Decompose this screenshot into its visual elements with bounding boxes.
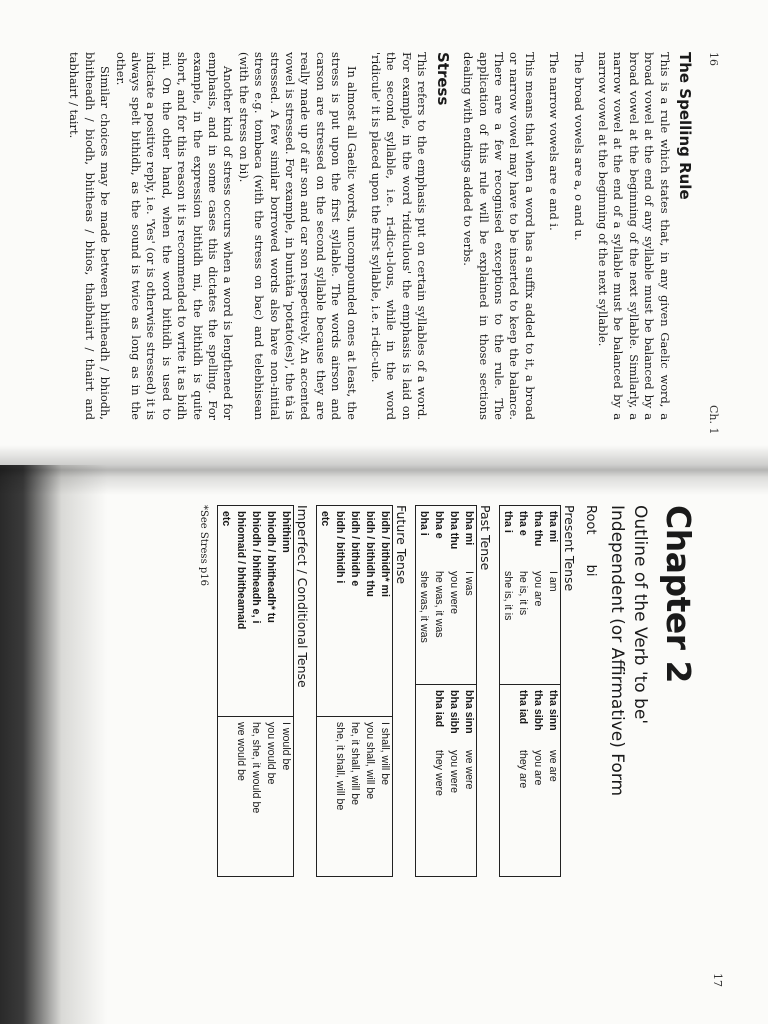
table-cell: you would be: [263, 717, 278, 877]
table-cell: [500, 685, 516, 746]
table-cell: we are: [547, 750, 559, 782]
table-cell: bhithinn: [280, 511, 292, 553]
table-cell: bha thu: [448, 511, 460, 550]
table-row: [347, 506, 362, 877]
table-cell: he, it shall, will be: [347, 717, 362, 877]
table-cell: you were: [448, 571, 460, 614]
table-row: [263, 506, 278, 877]
stress-paragraph: Another kind of stress occurs when a word is lengthened for emphasis, and in some cases this dictates the spelling. For example, in the expression bithidh mi, the bithidh is quite short, and for this reason it is recommended to write it as bidh mi. On the other hand, when the word bithidh is used to indicate a positive reply, i.e. 'Yes' (or is otherwise stressed) it is always spelt bithidh, as the sound is twice as long as in the other.: [113, 52, 236, 420]
spelling-rule-heading: The Spelling Rule: [676, 52, 694, 200]
table-cell: [416, 685, 432, 746]
table-cell: bha sibh: [446, 685, 461, 746]
root-label: Root: [583, 505, 598, 535]
spelling-paragraph: This means that when a word has a suffix added to it, a broad or narrow vowel may have to be inserted to keep the balance. There are a few recognised exceptions to the rule. The application of this rule will be explained in those sections dealing with endings added to verbs.: [461, 52, 537, 420]
present-tense-heading: Present Tense: [562, 505, 577, 592]
table-cell: bidh / bithidh* mi: [379, 511, 391, 597]
table-cell: she, it shall, will be: [332, 717, 347, 877]
table-cell: bha mi: [463, 511, 475, 546]
table-row: [416, 506, 432, 877]
table-cell: you are: [532, 750, 544, 786]
past-tense-table: [415, 505, 477, 877]
table-cell: we would be: [233, 717, 248, 877]
table-row: [530, 506, 545, 877]
table-row: [446, 506, 461, 877]
table-row: [332, 506, 347, 877]
table-cell: bha e: [433, 511, 445, 539]
stress-paragraph: In almost all Gaelic words, uncompounded ones at least, the stress is put upon the first syllable. The words airson and carson are stressed on the second syllable because they are really made up of air son and car son respectively. An accented vowel is stressed. For example, in buntàta 'potato(es)', the tà is stressed. A few similar borrowed words also have non-initial stress e.g. tombaca (with the stress on bac) and telebhisean (with the stress on bi).: [236, 52, 359, 420]
form-subtitle: Independent (or Affirmative) Form: [607, 505, 627, 797]
table-row: [431, 506, 446, 877]
table-cell: bha iad: [431, 685, 446, 746]
broad-vowels-line: The broad vowels are a, o and u.: [571, 52, 586, 241]
table-row: [362, 506, 377, 877]
left-page: [0, 0, 768, 465]
table-cell: I shall, will be: [377, 717, 393, 877]
table-cell: I was: [463, 571, 475, 596]
table-cell: [416, 745, 432, 877]
table-cell: bidh / bithidh i: [334, 511, 346, 584]
chapter-heading: Chapter 2: [659, 505, 698, 683]
table-cell: tha mi: [547, 511, 559, 543]
table-row: [500, 506, 516, 877]
page-number-right: 17: [711, 973, 724, 987]
table-row: [461, 506, 477, 877]
table-cell: bha i: [418, 511, 430, 536]
table-cell: they were: [433, 750, 445, 796]
future-tense-heading: Future Tense: [394, 505, 409, 585]
stress-paragraph: This refers to the emphasis put on certain syllables of a word. For example, in the word 'ridiculous' the emphasis is laid on the second syllable, i.e. ri-dic-u-lous, while in the word 'ridicule' it is placed upon the first syllable, i.e. ri-dic-ule.: [369, 52, 430, 420]
table-cell: tha thu: [532, 511, 544, 547]
footnote: *See Stress p16: [198, 505, 209, 587]
table-row: [218, 506, 234, 877]
present-tense-table: [499, 505, 561, 877]
right-page-body: [198, 505, 698, 995]
table-cell: tha sibh: [530, 685, 545, 746]
table-cell: etc: [220, 511, 232, 527]
left-page-body: [66, 52, 692, 420]
table-cell: etc: [319, 511, 331, 527]
table-cell: tha i: [502, 511, 514, 533]
table-cell: bhiodh / bhitheadh* tu: [265, 511, 277, 623]
table-cell: they are: [517, 750, 529, 789]
table-row: [278, 506, 294, 877]
imperfect-conditional-table: [217, 505, 294, 877]
table-cell: bhiomaid / bhitheamaid: [235, 511, 247, 630]
table-cell: you shall, will be: [362, 717, 377, 877]
table-cell: she was, it was: [418, 571, 430, 643]
table-cell: tha sinn: [545, 685, 561, 746]
past-tense-heading: Past Tense: [478, 505, 493, 571]
running-head: Ch. 1: [707, 405, 720, 435]
root-line: [583, 505, 598, 995]
table-cell: [500, 745, 516, 877]
table-cell: [317, 717, 333, 877]
page-number-left: 16: [707, 52, 720, 66]
table-cell: tha iad: [515, 685, 530, 746]
spelling-paragraph: This is a rule which states that, in any given Gaelic word, a broad vowel at the end of any syllable must be balanced by a broad vowel at the beginning of the next syllable. Similarly, a narrow vowel at the end of a syllable must be balanced by a narrow vowel at the beginning of the next syllable.: [595, 52, 672, 420]
table-cell: bidh / bithidh e: [349, 511, 361, 587]
table-row: [233, 506, 248, 877]
table-cell: tha e: [517, 511, 529, 536]
right-page: [0, 465, 768, 1024]
root-value: bi: [583, 564, 598, 577]
table-row: [317, 506, 333, 877]
table-cell: he is, it is: [517, 571, 529, 616]
table-cell: he, she, it would be: [248, 717, 263, 877]
table-cell: she is, it is: [502, 571, 514, 621]
table-row: [545, 506, 561, 877]
table-cell: I would be: [278, 717, 294, 877]
imperfect-conditional-heading: Imperfect / Conditional Tense: [295, 505, 310, 688]
table-cell: bhiodh / bhitheadh e, i: [250, 511, 262, 624]
table-cell: bha sinn: [461, 685, 477, 746]
table-row: [515, 506, 530, 877]
narrow-vowels-line: The narrow vowels are e and i.: [547, 52, 562, 231]
table-cell: he was, it was: [433, 571, 445, 638]
table-row: [248, 506, 263, 877]
table-cell: you were: [448, 750, 460, 793]
book-gutter-shadow: [0, 445, 768, 495]
table-row: [377, 506, 393, 877]
stress-heading: Stress: [433, 52, 452, 106]
table-cell: [218, 717, 234, 877]
future-tense-table: [316, 505, 393, 877]
stress-paragraph: Similar choices may be made between bhitheadh / bhiodh, bhitheadh / biodh, bhitheas / bhios, thaibhairt / thairt and tabhairt / tairt.: [67, 52, 113, 420]
table-cell: bidh / bithidh thu: [364, 511, 376, 597]
verb-outline-title: Outline of the Verb 'to be': [630, 505, 650, 725]
table-cell: we were: [463, 750, 475, 790]
table-cell: you are: [532, 571, 544, 607]
table-cell: I am: [547, 571, 559, 592]
